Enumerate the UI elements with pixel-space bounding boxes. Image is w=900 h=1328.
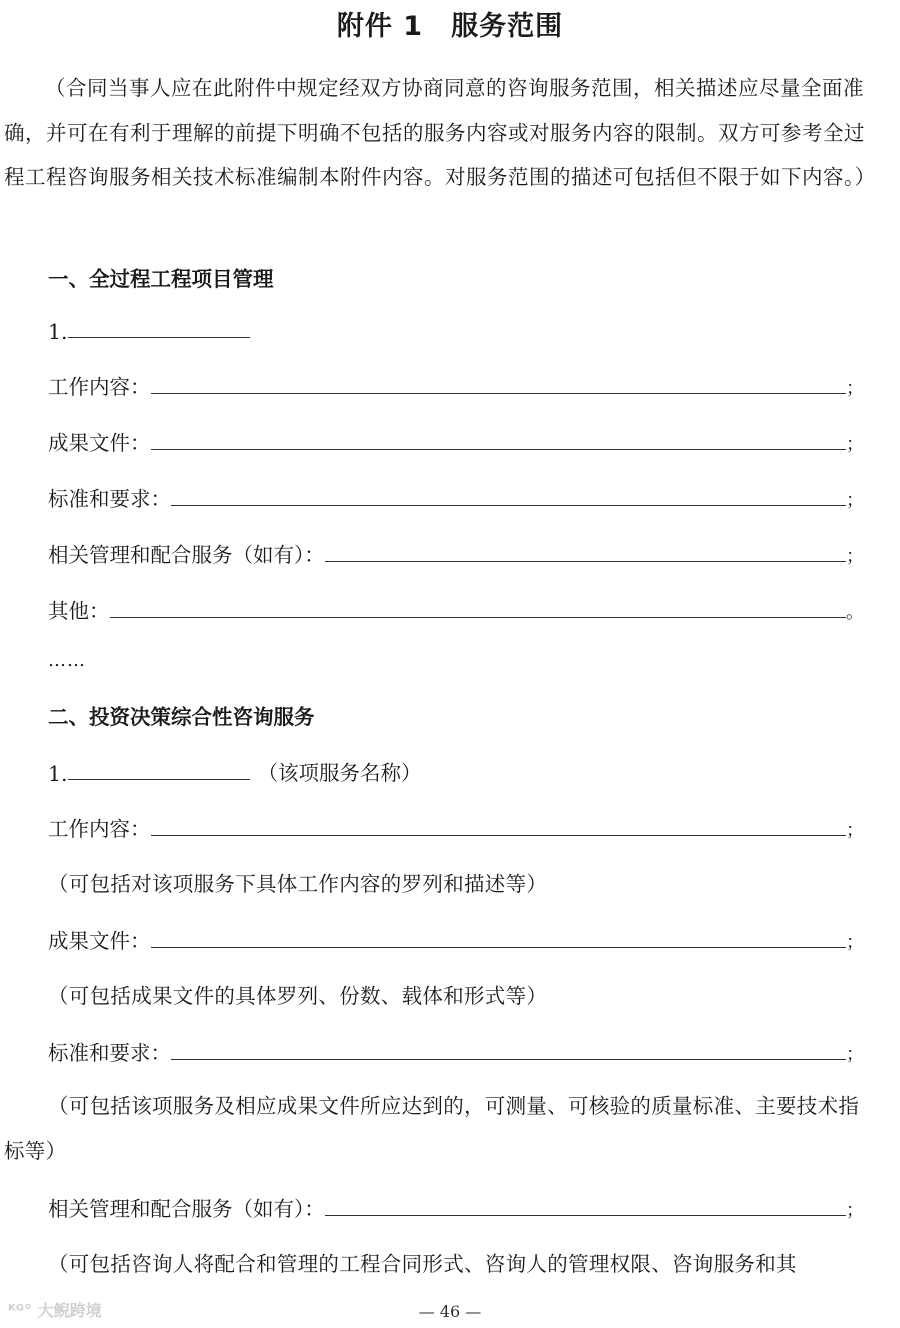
s2-manage-note: （可包括咨询人将配合和管理的工程合同形式、咨询人的管理权限、咨询服务和其: [48, 1252, 797, 1276]
section-2-heading: 二、投资决策综合性咨询服务: [48, 705, 315, 729]
watermark-logo: ᴷᴳ° 大鲵跨境: [8, 1301, 102, 1320]
title-prefix: 附件 1: [336, 11, 424, 42]
ellipsis: ……: [48, 650, 86, 671]
s1-manage-blank[interactable]: [325, 539, 846, 562]
s1-other-row: 其他： 。: [48, 594, 860, 624]
watermark-icon: ᴷᴳ°: [8, 1301, 33, 1320]
s2-result-blank[interactable]: [151, 925, 847, 948]
s2-work-note: （可包括对该项服务下具体工作内容的罗列和描述等）: [48, 872, 548, 896]
section-2-item-number: 1. （该项服务名称）: [48, 756, 422, 786]
title-main: 服务范围: [451, 11, 564, 42]
s1-standard-row: 标准和要求： ；: [48, 482, 860, 512]
s2-standard-row: 标准和要求： ；: [48, 1036, 860, 1066]
item-name-blank[interactable]: [68, 757, 250, 780]
s1-work-blank[interactable]: [151, 371, 847, 394]
s1-other-blank[interactable]: [110, 595, 847, 618]
page-number: — 46 —: [418, 1302, 482, 1321]
s2-manage-row: 相关管理和配合服务（如有）： ；: [48, 1192, 860, 1222]
s2-work-blank[interactable]: [151, 813, 847, 836]
s1-standard-blank[interactable]: [171, 483, 846, 506]
s1-manage-row: 相关管理和配合服务（如有）： ；: [48, 538, 860, 568]
page-title: [0, 4, 900, 43]
section-1-item-number: 1.: [48, 314, 250, 344]
s2-manage-blank[interactable]: [325, 1193, 846, 1216]
s2-standard-blank[interactable]: [171, 1037, 846, 1060]
s1-result-row: 成果文件： ；: [48, 426, 860, 456]
item-name-blank[interactable]: [68, 315, 250, 338]
section-1-heading: 一、全过程工程项目管理: [48, 267, 274, 291]
s1-work-row: 工作内容： ；: [48, 370, 860, 400]
s2-standard-note: （可包括该项服务及相应成果文件所应达到的，可测量、可核验的质量标准、主要技术指标等）: [4, 1094, 860, 1163]
s2-result-note: （可包括成果文件的具体罗列、份数、载体和形式等）: [48, 984, 548, 1008]
intro-paragraph: （合同当事人应在此附件中规定经双方协商同意的咨询服务范围，相关描述应尽量全面准确，并可在有利于理解的前提下明确不包括的服务内容或对服务内容的限制。双方可参考全过程工程咨询服务相关技术标准编制本附件内容。对服务范围的描述可包括但不限于如下内容。）: [4, 76, 876, 189]
s2-work-row: 工作内容： ；: [48, 812, 860, 842]
s1-result-blank[interactable]: [151, 427, 847, 450]
s2-result-row: 成果文件： ；: [48, 924, 860, 954]
